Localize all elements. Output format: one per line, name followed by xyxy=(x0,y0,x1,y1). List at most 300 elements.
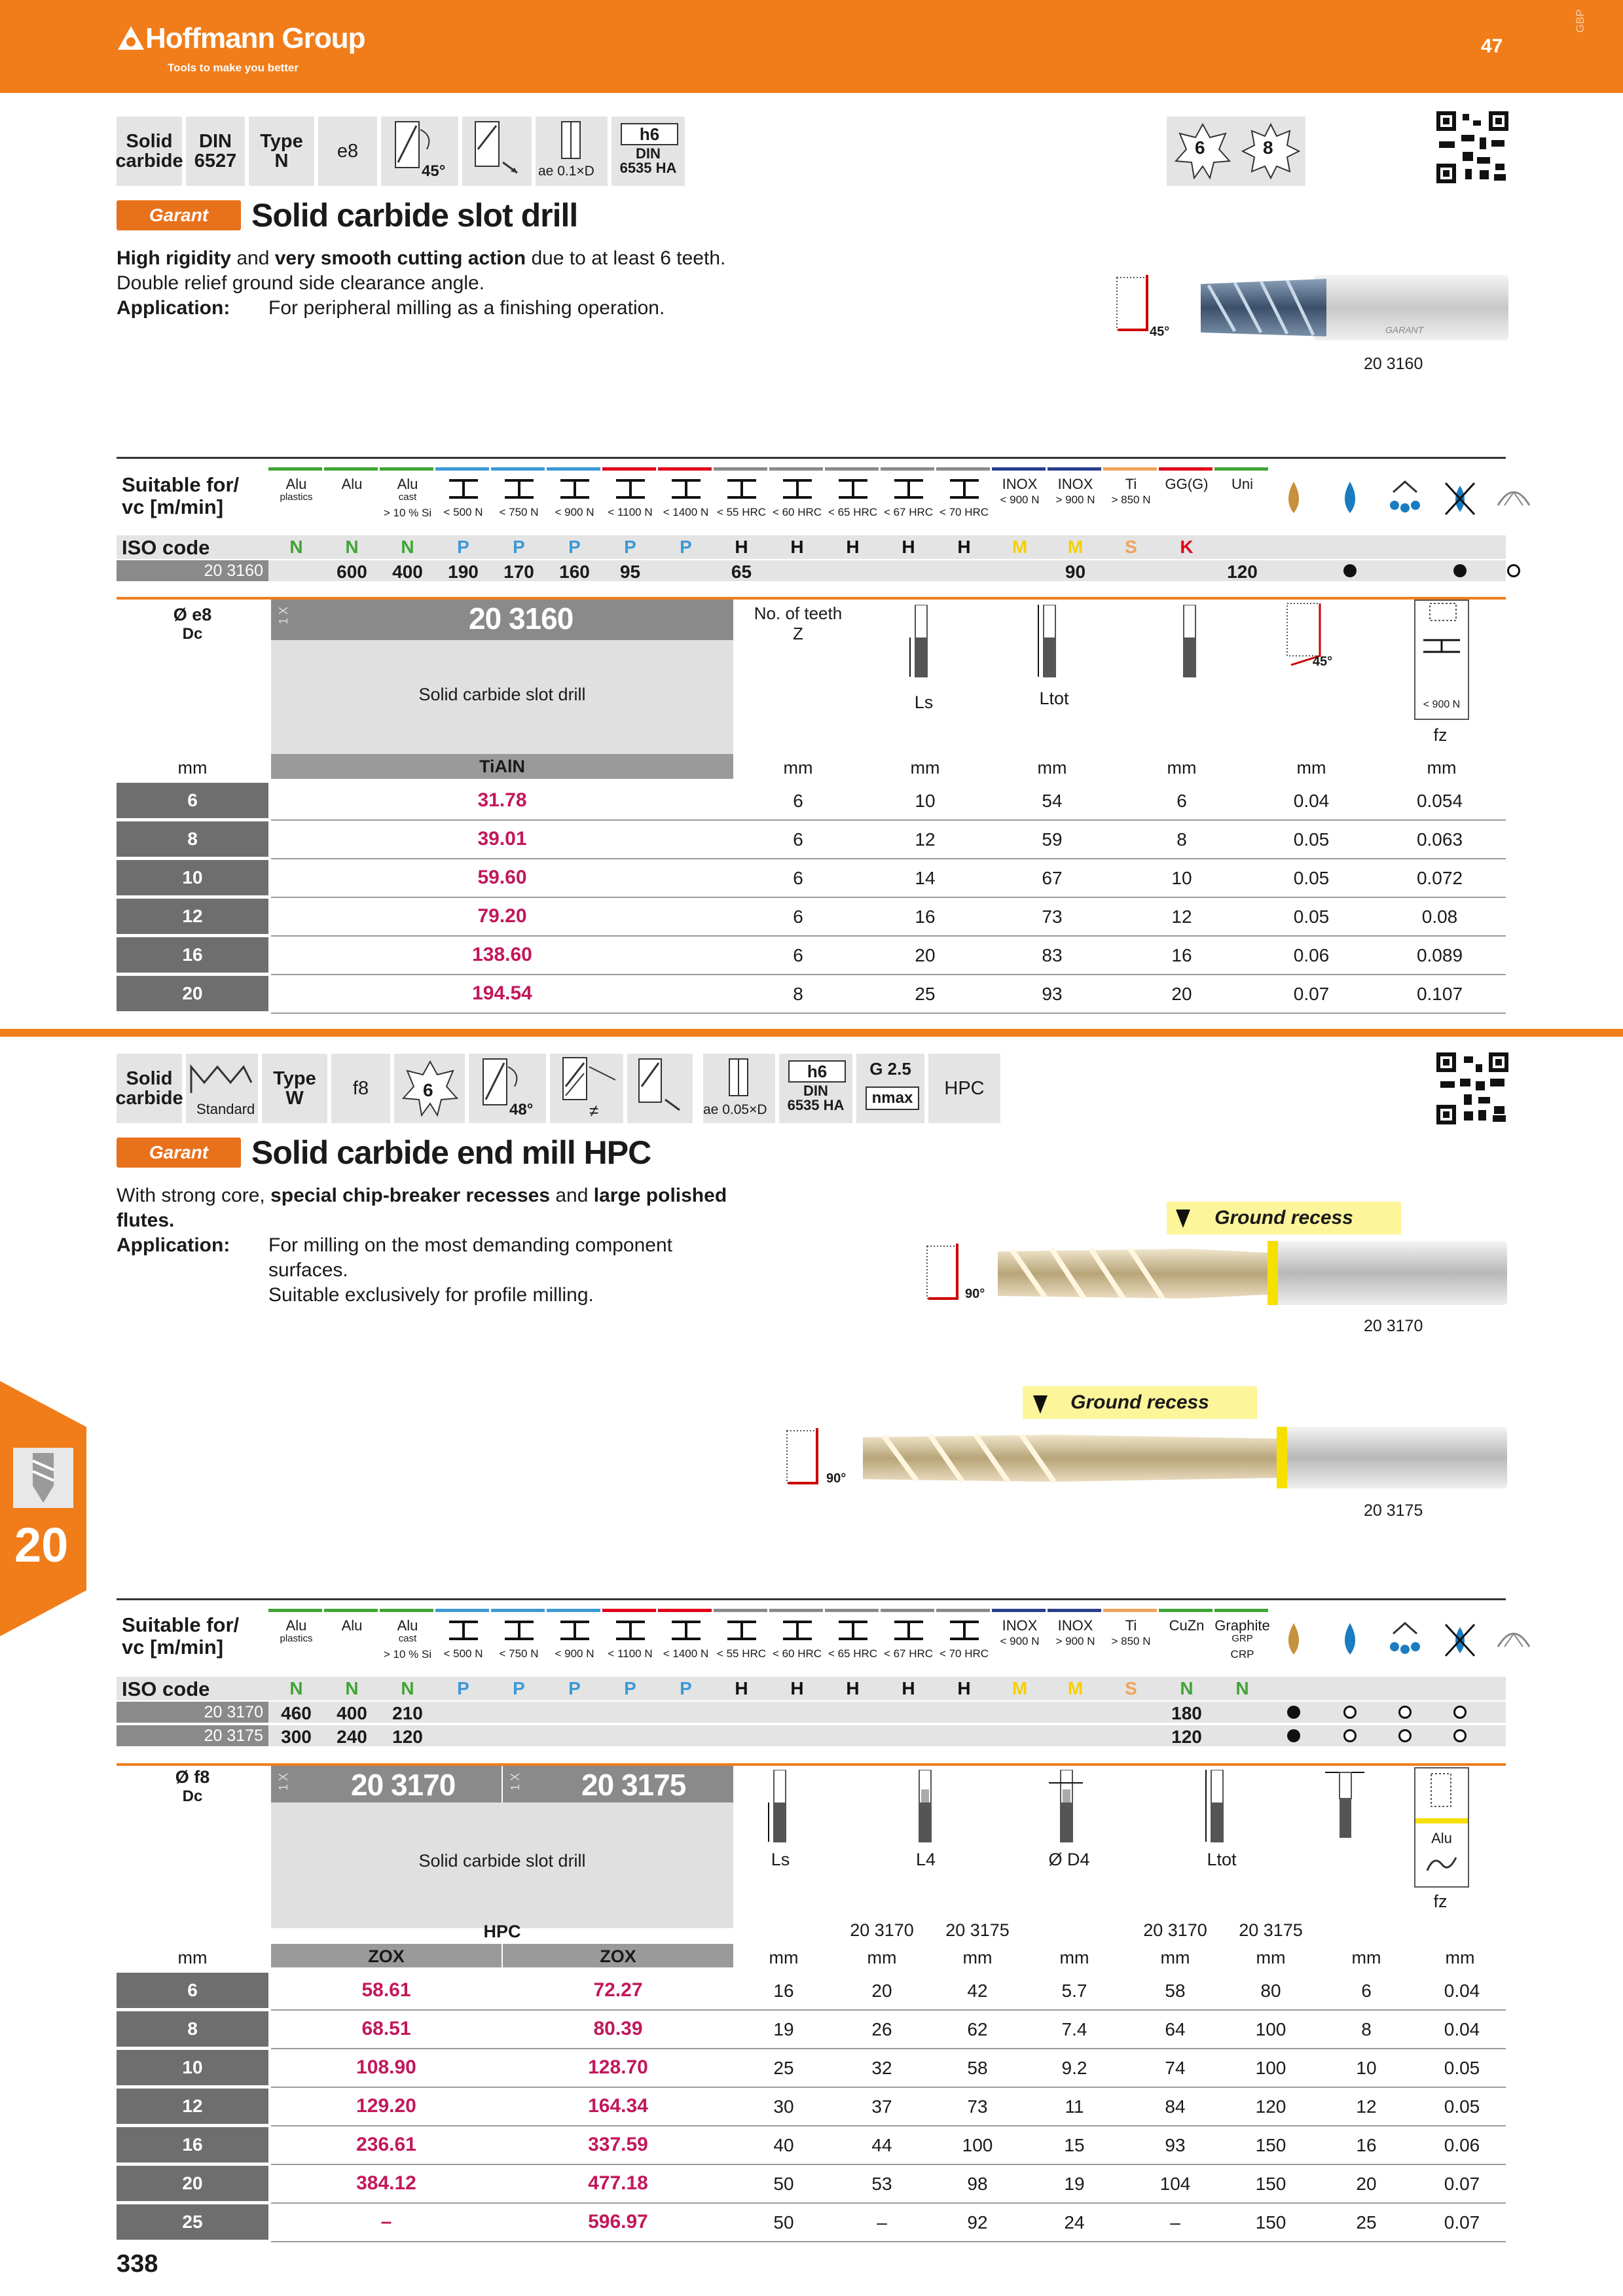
material-color-bar xyxy=(992,467,1046,471)
steel-profile-icon xyxy=(779,1619,816,1641)
row-divider xyxy=(271,935,1506,937)
material-color-bar xyxy=(825,467,879,471)
vc-value: 300 xyxy=(281,1727,312,1747)
value-cell: 16 xyxy=(773,1981,794,2001)
vc-value: 90 xyxy=(1065,562,1086,582)
ltot-icon-2 xyxy=(1205,1770,1231,1848)
coolant-suitable-dot xyxy=(1343,1729,1357,1742)
material-label: Alu plastics xyxy=(280,1617,313,1644)
material-color-bar xyxy=(714,467,767,471)
coolant-suitable-dot xyxy=(1398,1729,1412,1742)
teeth-icons xyxy=(1167,117,1305,186)
image-article-1: 20 3160 xyxy=(1364,355,1423,373)
value-cell: 100 xyxy=(1255,2019,1286,2039)
ls-icon-2 xyxy=(767,1770,793,1848)
iso-code: P xyxy=(568,537,581,557)
sub-article-header: 20 3175 xyxy=(1239,1920,1303,1940)
diameter-cell: 10 xyxy=(117,860,268,895)
material-color-bar xyxy=(1214,467,1268,471)
price-cell: 39.01 xyxy=(477,828,527,850)
spec-material-2: Solid carbide xyxy=(117,1054,182,1123)
price-cell: 79.20 xyxy=(477,905,527,927)
spray-icon xyxy=(1387,1621,1423,1660)
coolant-suitable-dot xyxy=(1453,1706,1467,1719)
material-label: < 70 HRC xyxy=(936,478,992,519)
ltot-label-2: Ltot xyxy=(1207,1850,1237,1869)
material-label: < 55 HRC xyxy=(714,478,769,519)
value-cell: 0.04 xyxy=(1293,791,1330,811)
qty-label-1: 1 X xyxy=(277,606,291,625)
material-color-bar xyxy=(547,1609,600,1612)
coolant-suitable-dot xyxy=(1453,1729,1467,1742)
value-cell: 20 xyxy=(1356,2174,1377,2194)
helix-angle-icon-2 xyxy=(469,1054,546,1123)
material-label: < 65 HRC xyxy=(825,1619,881,1660)
suitable-for-label-1: Suitable for/ vc [m/min] xyxy=(122,473,240,518)
ae-icon-2 xyxy=(703,1054,775,1123)
price-cell: 236.61 xyxy=(356,2134,416,2155)
iso-code: H xyxy=(790,537,804,557)
price-cell: – xyxy=(380,2211,392,2233)
value-cell: 20 xyxy=(915,945,936,965)
qty-label-2a: 1 X xyxy=(277,1772,291,1791)
brand-name: Hoffmann Group xyxy=(145,22,365,54)
iso-code: P xyxy=(568,1678,581,1698)
price-cell: 138.60 xyxy=(472,944,532,965)
price-cell: 596.97 xyxy=(588,2211,648,2233)
neck-diameter-icon xyxy=(1046,1770,1085,1848)
value-cell: 104 xyxy=(1159,2174,1191,2194)
chapter-tab[interactable] xyxy=(0,1381,86,1636)
value-cell: 6 xyxy=(793,945,803,965)
vc-value: 120 xyxy=(1171,1727,1202,1747)
vc-value: 120 xyxy=(392,1727,423,1747)
vc-value: 120 xyxy=(1227,562,1258,582)
material-color-bar xyxy=(491,467,545,471)
diameter-cell: 6 xyxy=(117,783,268,818)
price-cell: 68.51 xyxy=(361,2018,411,2039)
value-cell: 100 xyxy=(962,2135,993,2155)
row-divider xyxy=(271,974,1506,975)
material-color-bar xyxy=(547,467,600,471)
unit-label: mm xyxy=(177,758,208,778)
material-label: < 1100 N xyxy=(602,478,658,519)
qr-code-icon[interactable] xyxy=(1436,1052,1508,1124)
value-cell: 98 xyxy=(967,2174,988,2194)
spec-type-2: Type W xyxy=(262,1054,327,1123)
iso-code: M xyxy=(1012,537,1028,557)
steel-profile-icon xyxy=(612,478,649,500)
shank-din-2: DIN 6535 HA xyxy=(787,1083,845,1113)
price-cell: 164.34 xyxy=(588,2095,648,2117)
alu-label: Alu xyxy=(1431,1830,1452,1846)
material-label: Alu plastics xyxy=(280,476,313,503)
diameter-cell: 6 xyxy=(117,1973,268,2008)
profile-icon xyxy=(1429,1771,1455,1810)
vc-value: 210 xyxy=(392,1703,423,1723)
value-cell: 20 xyxy=(871,1981,892,2001)
value-cell: 0.07 xyxy=(1444,2174,1480,2194)
value-cell: 83 xyxy=(1042,945,1063,965)
emulsion-icon xyxy=(1332,479,1368,518)
value-cell: 8 xyxy=(1361,2019,1372,2039)
vc-row-bg xyxy=(268,1702,1506,1723)
value-cell: 32 xyxy=(871,2058,892,2078)
material-label: Ti > 850 N xyxy=(1111,1617,1151,1647)
iso-code: M xyxy=(1012,1678,1028,1698)
value-cell: 5.7 xyxy=(1061,1981,1087,2001)
unit-label: mm xyxy=(962,1948,993,1967)
suit-article: 20 3170 xyxy=(117,1702,268,1723)
diameter-cell: 10 xyxy=(117,2050,268,2085)
standard-icon xyxy=(186,1054,258,1123)
material-label: < 65 HRC xyxy=(825,478,881,519)
steel-profile-icon xyxy=(668,478,704,500)
material-label: INOX > 900 N xyxy=(1055,476,1095,506)
value-cell: 150 xyxy=(1255,2135,1286,2155)
material-label: < 60 HRC xyxy=(769,1619,825,1660)
price-cell: 31.78 xyxy=(477,789,527,811)
material-color-bar xyxy=(992,1609,1046,1612)
material-color-bar xyxy=(1159,467,1213,471)
price-cell: 129.20 xyxy=(356,2095,416,2117)
material-color-bar xyxy=(1159,1609,1213,1612)
iso-code: P xyxy=(513,1678,525,1698)
iso-code: H xyxy=(735,1678,748,1698)
iso-code: P xyxy=(680,537,692,557)
material-color-bar xyxy=(658,1609,712,1612)
vc-value: 400 xyxy=(337,1703,367,1723)
price-cell: 337.59 xyxy=(588,2134,648,2155)
iso-code: H xyxy=(902,537,915,557)
diameter-icon xyxy=(1177,605,1203,683)
material-color-bar xyxy=(714,1609,767,1612)
material-color-bar xyxy=(602,1609,656,1612)
ae-label: ae 0.1×D xyxy=(538,164,594,179)
material-box-label: < 900 N xyxy=(1423,699,1461,710)
article-code-1: 20 3160 xyxy=(469,601,574,636)
suit-topline-2 xyxy=(117,1598,1506,1600)
value-cell: 62 xyxy=(967,2019,988,2039)
helix-angle-label-2: 48° xyxy=(509,1101,534,1119)
value-cell: – xyxy=(1170,2212,1180,2233)
unit-label: mm xyxy=(1296,758,1326,778)
steel-profile-icon xyxy=(445,478,482,500)
value-cell: 73 xyxy=(1042,906,1063,927)
product-title-2: Solid carbide end mill HPC xyxy=(251,1134,651,1171)
value-cell: 0.05 xyxy=(1293,906,1330,927)
hoffmann-logo-icon xyxy=(117,22,145,51)
spec-strip-1 xyxy=(117,117,699,186)
material-label: Graphite GRP CRP xyxy=(1214,1617,1270,1660)
iso-code: H xyxy=(846,1678,860,1698)
price-cell: 59.60 xyxy=(477,867,527,888)
value-cell: 0.089 xyxy=(1416,945,1463,965)
steel-profile-icon xyxy=(501,478,538,500)
material-color-bar xyxy=(1048,467,1101,471)
value-cell: 0.063 xyxy=(1416,829,1463,850)
material-label: Alu cast > 10 % Si xyxy=(383,476,432,519)
value-cell: 150 xyxy=(1255,2174,1286,2194)
vc-value: 190 xyxy=(448,562,479,582)
value-cell: 19 xyxy=(1064,2174,1085,2194)
material-color-bar xyxy=(491,1609,545,1612)
material-color-bar xyxy=(936,1609,990,1612)
page-number: 338 xyxy=(117,2250,158,2278)
qty-label-2b: 1 X xyxy=(509,1772,522,1791)
vc-row-bg xyxy=(268,1725,1506,1746)
value-cell: 0.08 xyxy=(1421,906,1458,927)
value-cell: 7.4 xyxy=(1061,2019,1087,2039)
price-cell: 108.90 xyxy=(356,2056,416,2078)
end-mill-image-2 xyxy=(858,1422,1510,1494)
ls-label-2: Ls xyxy=(771,1850,790,1869)
ground-recess-label-1: Ground recess xyxy=(1167,1202,1401,1234)
vc-value: 170 xyxy=(503,562,534,582)
material-label: < 1400 N xyxy=(658,478,714,519)
iso-code: H xyxy=(846,537,860,557)
qr-code-icon[interactable] xyxy=(1436,111,1508,183)
price-cell: 194.54 xyxy=(472,982,532,1004)
iso-code-label-2: ISO code xyxy=(122,1677,210,1700)
air-icon xyxy=(1495,1621,1532,1660)
alu-color-bar xyxy=(1415,1818,1468,1823)
suit-topline-1 xyxy=(117,457,1506,459)
article-desc-2: Solid carbide slot drill xyxy=(418,1851,586,1871)
diameter-cell: 20 xyxy=(117,976,268,1011)
standard-label: Standard xyxy=(196,1101,255,1117)
spec-type: Type N xyxy=(249,117,314,186)
value-cell: 0.06 xyxy=(1293,945,1330,965)
material-color-bar xyxy=(268,467,322,471)
value-cell: 0.04 xyxy=(1444,1981,1480,2001)
value-cell: 26 xyxy=(871,2019,892,2039)
iso-code: N xyxy=(1180,1678,1194,1698)
value-cell: 12 xyxy=(1171,906,1192,927)
unit-label: mm xyxy=(769,1948,799,1967)
diameter-cell: 8 xyxy=(117,821,268,857)
price-cell: 128.70 xyxy=(588,2056,648,2078)
diameter-cell: 12 xyxy=(117,2089,268,2124)
value-cell: 25 xyxy=(773,2058,794,2078)
finishing-icon-2 xyxy=(627,1054,693,1123)
shank-din: DIN 6535 HA xyxy=(619,145,677,176)
material-label: < 55 HRC xyxy=(714,1619,769,1660)
material-label: < 900 N xyxy=(547,1619,602,1660)
coolant-recommended-dot xyxy=(1287,1729,1300,1742)
iso-code: N xyxy=(345,1678,359,1698)
value-cell: 6 xyxy=(793,829,803,850)
vc-value: 180 xyxy=(1171,1703,1202,1723)
material-color-bar xyxy=(825,1609,879,1612)
value-cell: 92 xyxy=(967,2212,988,2233)
image-article-2: 20 3170 xyxy=(1364,1317,1423,1335)
value-cell: 11 xyxy=(1065,2096,1084,2117)
product-title-1: Solid carbide slot drill xyxy=(251,197,578,234)
iso-code: P xyxy=(513,537,525,557)
row-divider xyxy=(271,2087,1506,2088)
value-cell: 0.07 xyxy=(1293,984,1330,1004)
iso-code: M xyxy=(1067,1678,1084,1698)
material-label: < 67 HRC xyxy=(881,1619,936,1660)
value-cell: 16 xyxy=(915,906,936,927)
steel-profile-icon xyxy=(890,478,927,500)
suitable-for-label-2: Suitable for/ vc [m/min] xyxy=(122,1613,240,1659)
value-cell: 10 xyxy=(915,791,936,811)
iso-code: H xyxy=(735,537,748,557)
iso-code: H xyxy=(790,1678,804,1698)
iso-code: N xyxy=(401,1678,414,1698)
value-cell: 8 xyxy=(1176,829,1187,850)
ltot-label: Ltot xyxy=(1039,689,1069,708)
emulsion-icon xyxy=(1332,1621,1368,1660)
value-cell: 24 xyxy=(1064,2212,1085,2233)
material-color-bar xyxy=(324,467,378,471)
iso-code: S xyxy=(1125,537,1137,557)
coating-label-1: TiAlN xyxy=(479,757,525,776)
value-cell: 0.072 xyxy=(1416,868,1463,888)
suit-article: 20 3175 xyxy=(117,1725,268,1746)
iso-code: P xyxy=(624,537,636,557)
unequal-pitch-icon xyxy=(550,1054,623,1123)
value-cell: 30 xyxy=(773,2096,794,2117)
iso-code: S xyxy=(1125,1678,1137,1698)
material-label: < 60 HRC xyxy=(769,478,825,519)
iso-code: H xyxy=(957,1678,971,1698)
diameter-cell: 25 xyxy=(117,2204,268,2240)
coolant-recommended-dot xyxy=(1343,564,1357,577)
coolant-suitable-dot xyxy=(1343,1706,1357,1719)
diameter-cell: 16 xyxy=(117,937,268,973)
material-label: GG(G) xyxy=(1165,476,1209,492)
value-cell: 120 xyxy=(1255,2096,1286,2117)
steel-profile-icon xyxy=(1415,601,1468,653)
angle-label-table: 45° xyxy=(1312,655,1333,669)
value-cell: 0.07 xyxy=(1444,2212,1480,2233)
steel-profile-icon xyxy=(556,478,593,500)
steel-profile-icon xyxy=(556,1619,593,1641)
material-color-bar xyxy=(1103,1609,1157,1612)
value-cell: 44 xyxy=(871,2135,892,2155)
value-cell: 19 xyxy=(773,2019,794,2039)
material-label: < 900 N xyxy=(547,478,602,519)
material-color-bar xyxy=(936,467,990,471)
diameter-cell: 8 xyxy=(117,2011,268,2047)
image-angle-label-3: 90° xyxy=(826,1471,847,1486)
sub-article-header: 20 3170 xyxy=(1143,1920,1207,1940)
value-cell: 10 xyxy=(1356,2058,1377,2078)
unit-label: mm xyxy=(1256,1948,1286,1967)
material-box-2 xyxy=(1414,1767,1469,1888)
material-label: Uni xyxy=(1231,476,1253,492)
spec-tolerance: e8 xyxy=(318,117,377,186)
steel-profile-icon xyxy=(946,478,983,500)
steel-profile-icon xyxy=(723,478,760,500)
ae-label-2: ae 0.05×D xyxy=(703,1102,767,1117)
steel-profile-icon xyxy=(835,478,871,500)
value-cell: 59 xyxy=(1042,829,1063,850)
material-color-bar xyxy=(324,1609,378,1612)
material-color-bar xyxy=(435,1609,489,1612)
value-cell: 58 xyxy=(1165,1981,1186,2001)
row-divider xyxy=(271,2241,1506,2242)
value-cell: 25 xyxy=(1356,2212,1377,2233)
teeth-count-b: 8 xyxy=(1263,137,1273,158)
spec-material: Solid carbide xyxy=(117,117,182,186)
unit-label: mm xyxy=(783,758,813,778)
iso-code: K xyxy=(1180,537,1194,557)
garant-badge: Garant xyxy=(117,200,241,230)
steel-profile-icon xyxy=(612,1619,649,1641)
row-divider xyxy=(271,2048,1506,2049)
mql-icon xyxy=(1442,1621,1478,1660)
d4-label: Ø D4 xyxy=(1048,1850,1090,1869)
diameter-cell: 12 xyxy=(117,899,268,934)
coating-label-2a: ZOX xyxy=(368,1946,405,1966)
shank-spec-2 xyxy=(779,1054,852,1123)
value-cell: 0.05 xyxy=(1293,829,1330,850)
image-angle-label-1: 45° xyxy=(1150,325,1170,339)
row-divider xyxy=(271,897,1506,898)
value-cell: 73 xyxy=(967,2096,988,2117)
coating-label-2b: ZOX xyxy=(600,1946,636,1966)
l4-icon xyxy=(913,1770,939,1848)
product-description-1: High rigidity and very smooth cutting action due to at least 6 teeth. Double relief ground side clearance angle. Application: For peripheral milling as a finishing operation. xyxy=(117,247,726,319)
value-cell: 54 xyxy=(1042,791,1063,811)
value-cell: 150 xyxy=(1255,2212,1286,2233)
steel-profile-icon xyxy=(668,1619,704,1641)
value-cell: 6 xyxy=(793,791,803,811)
value-cell: 0.05 xyxy=(1293,868,1330,888)
end-mill-image-1 xyxy=(993,1237,1510,1309)
material-label: < 500 N xyxy=(435,478,491,519)
value-cell: 16 xyxy=(1356,2135,1377,2155)
price-cell: 58.61 xyxy=(361,1979,411,2001)
price-cell: 72.27 xyxy=(593,1979,643,2001)
balance-spec xyxy=(856,1054,924,1123)
unit-label: mm xyxy=(1037,758,1067,778)
iso-code-label-1: ISO code xyxy=(122,536,210,559)
value-cell: 6 xyxy=(1361,1981,1372,2001)
value-cell: 37 xyxy=(871,2096,892,2117)
unit-label: mm xyxy=(177,1948,208,1967)
teeth-count-2: 6 xyxy=(423,1080,433,1100)
price-cell: 80.39 xyxy=(593,2018,643,2039)
value-cell: 0.107 xyxy=(1416,984,1463,1004)
row-divider xyxy=(271,1013,1506,1014)
coolant-recommended-dot xyxy=(1287,1706,1300,1719)
vc-value: 160 xyxy=(559,562,590,582)
shank-tolerance: h6 xyxy=(621,123,678,145)
row-divider xyxy=(271,2202,1506,2204)
value-cell: 93 xyxy=(1165,2135,1186,2155)
fz-label-1: fz xyxy=(1433,725,1448,745)
unit-label: mm xyxy=(1427,758,1457,778)
iso-code: H xyxy=(902,1678,915,1698)
unit-label: mm xyxy=(1167,758,1197,778)
value-cell: 12 xyxy=(1356,2096,1377,2117)
dc-header-1: Ø e8 Dc xyxy=(173,605,212,643)
air-icon xyxy=(1495,479,1532,518)
product-description-2: With strong core, special chip-breaker recesses and large polished flutes. Application: For milling on the most demanding component surfaces. Suitable exclusively for profile milling. xyxy=(117,1185,727,1306)
vc-value: 460 xyxy=(281,1703,312,1723)
coolant-suitable-dot xyxy=(1507,564,1520,577)
steel-profile-icon xyxy=(723,1619,760,1641)
value-cell: 64 xyxy=(1165,2019,1186,2039)
value-cell: 20 xyxy=(1171,984,1192,1004)
row-divider xyxy=(271,2164,1506,2165)
value-cell: 12 xyxy=(915,829,936,850)
